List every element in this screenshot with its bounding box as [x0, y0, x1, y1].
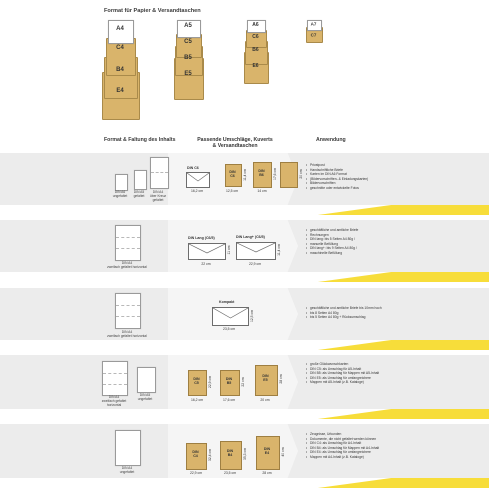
size-label-a6: A6	[252, 22, 259, 28]
row-3-usage-item: • geschäftliche und amtliche Briefe bis 10mm hoch	[306, 306, 382, 310]
row-4-usage-item: • Mappen mit A5-Inhalt (z.B. Kataloge)	[306, 380, 379, 384]
row-2-usage-item: • DIN lang: bis 5 Seiten A4 80g /	[306, 237, 358, 241]
row-2-usage-item: • maschinelle Befüllung	[306, 251, 358, 255]
row-2-mail-din-lang-name: DIN Lang (C6/5)	[188, 236, 215, 240]
row-4-dim-e5-h: 28 cm	[279, 374, 283, 384]
row-1-dim-b6-w: 14 cm	[257, 189, 267, 193]
row-2-mail-din-lang	[188, 243, 226, 260]
size-label-e5: E5	[184, 71, 192, 77]
row-4-usage-list	[306, 362, 379, 385]
row-1-stripe	[0, 205, 489, 215]
row-2-dim-din-lang-plus-w: 22,9 cm	[248, 262, 262, 266]
row-5-paper-a4	[115, 430, 141, 466]
row-1-dim-b6-h: 17,6 cm	[273, 167, 277, 181]
size-label-a5: A5	[184, 23, 192, 29]
row-1-caption-a6: DIN A6 ungefaltet	[112, 190, 128, 198]
row-1-usage-list	[306, 163, 368, 190]
row-2-mail-din-lang-plus	[236, 242, 276, 260]
row-5-dim-e4-w: 28 cm	[262, 471, 272, 475]
row-3-dim-kompakt-w: 23,5 cm	[222, 327, 236, 331]
row-2-usage-item: • DIN lang+: bis 9 Seiten A4 80g /	[306, 246, 358, 250]
row-5-dim-e4-h: 40 cm	[281, 447, 285, 457]
row-4-paper-a5	[137, 367, 156, 393]
row-2-mail-din-lang-plus-name: DIN Lang+ (C6/5)	[236, 235, 265, 239]
row-4-dim-b5-w: 17,6 cm	[222, 398, 236, 402]
row-2-usage-item: • geschäftliche und amtliche Briefe	[306, 228, 358, 232]
row-1-usage-item: • Bildervorschriften	[306, 181, 368, 185]
header-envelopes-line2: & Versandtaschen	[212, 143, 258, 150]
row-2-dim-din-lang-h: 11 cm	[227, 245, 231, 255]
row-5-dim-b4-w: 23,5 cm	[223, 471, 237, 475]
row-1-caption-a4: DIN A4 über Kreuz gefaltet	[149, 190, 167, 202]
size-label-b6: B6	[252, 47, 259, 53]
row-5-envelope-c4-label: DIN C4	[192, 450, 199, 458]
row-5-caption-a4: DIN A4 ungefaltet	[119, 466, 135, 474]
row-3-mail-kompakt	[212, 307, 249, 326]
row-3-usage-list	[306, 306, 382, 320]
paper-a4	[108, 20, 134, 44]
row-5-dim-c4-w: 22,9 cm	[189, 471, 203, 475]
size-label-e6: E6	[252, 63, 259, 69]
row-1-paper-a5	[134, 170, 147, 190]
row-1-usage-item: • geschnitte oder entwickelte Fotos	[306, 186, 368, 190]
row-1-usage-item: • (Bildervorschriften- & Einladungskarten)	[306, 177, 368, 181]
row-1-usage-item: • Privatpost	[306, 163, 368, 167]
row-5-usage-item: • Zeugnisse, Urkunden	[306, 432, 379, 436]
row-1-envelope-b6-label: DIN B6	[258, 169, 265, 177]
row-1-dim-c6-w2: 12,5 cm	[225, 189, 239, 193]
row-4-usage-item: • große Glückwunschkarten	[306, 362, 379, 366]
row-5-envelope-e4-label: DIN E4	[263, 447, 271, 455]
row-4-dim-e5-w: 20 cm	[260, 398, 270, 402]
row-5-usage-item: • Mappen mit A4-Inhalt (z.B. Kataloge)	[306, 455, 379, 459]
size-group-a4	[100, 20, 140, 110]
size-label-c5: C5	[184, 39, 192, 45]
row-2-dim-din-lang-w: 22 cm	[201, 262, 211, 266]
row-4-dim-c5-h: 22,9 cm	[208, 375, 212, 389]
row-1-caption-a5: DIN A5 gefaltet	[133, 190, 145, 198]
row-4-envelope-b5-label: DIN B5	[225, 377, 233, 385]
row-5-usage-item: • Dokumente, die nicht gefaltet werden können	[306, 437, 379, 441]
size-label-c4: C4	[116, 45, 124, 51]
row-1-usage-item: • Karten im DIN A6 Format	[306, 172, 368, 176]
row-1-envelope-c6-label: DIN C6	[229, 170, 236, 178]
row-4-usage-item: • DIN E5: als Umschlag für umfangreichere	[306, 376, 379, 380]
row-5-usage-item: • DIN E4: als Umschlag für umfangreichere	[306, 450, 379, 454]
page-title: Format für Papier & Versandtaschen	[104, 8, 201, 14]
row-2-stripe	[0, 272, 489, 282]
row-3-dim-kompakt-h: 12,5 cm	[250, 309, 254, 323]
row-4-stripe	[0, 409, 489, 419]
row-2-paper-a4	[115, 225, 141, 261]
row-4-usage-item: • DIN C5: als Umschlag für A5-Inhalt	[306, 367, 379, 371]
row-1-mail-c6-name: DIN C6	[187, 166, 199, 170]
size-label-a4: A4	[116, 26, 124, 32]
row-4-dim-b5-h: 22 cm	[241, 377, 245, 387]
size-group-a5	[172, 20, 204, 100]
row-4-envelope-c5-label: DIN C5	[193, 377, 200, 385]
size-group-a6	[242, 20, 270, 82]
row-3-usage-item: • bis 8 Seiten A4 80g	[306, 311, 382, 315]
row-5-stripe	[0, 478, 489, 488]
size-label-c7: C7	[310, 32, 317, 38]
row-3-usage-item: • bis 5 Seiten A4 80g + Rücksumschlag	[306, 315, 382, 319]
row-1-dim-c6-w: 16,2 cm	[190, 189, 204, 193]
header-usage: Anwendung	[316, 137, 346, 143]
size-label-b4: B4	[116, 67, 124, 73]
row-1-envelope-e6	[280, 162, 298, 188]
row-1-paper-a4	[150, 157, 169, 189]
row-2-caption-a4: DIN A4 zweifach gefaltet horizontal	[107, 261, 147, 269]
row-5-dim-b4-h: 35,3 cm	[243, 447, 247, 461]
row-1-mail-c6	[186, 172, 210, 188]
row-5-usage-item: • DIN B4: als Umschlag für Mappen mit A4-Inhalt	[306, 446, 379, 450]
row-1-dim-c6-h: 11,4 cm	[243, 169, 247, 181]
row-3-caption-a4: DIN A4 zweifach gefaltet horizontal	[107, 330, 147, 338]
row-4-dim-c5-w: 16,2 cm	[190, 398, 204, 402]
row-5-usage-list	[306, 432, 379, 459]
row-2-usage-list	[306, 228, 358, 255]
header-envelopes	[197, 137, 273, 149]
size-group-a7	[305, 20, 323, 50]
header-envelopes-line1: Passende Umschläge, Kuverts	[197, 137, 273, 143]
row-4-caption-a5: DIN A5 ungefaltet	[137, 393, 153, 401]
row-5-usage-item: • DIN C4: als Umschlag für A4-Inhalt	[306, 441, 379, 445]
size-label-c6: C6	[252, 34, 259, 40]
size-label-b5: B5	[184, 55, 192, 61]
row-2-dim-din-lang-plus-h: 11,4 cm	[277, 244, 281, 256]
header-format: Format & Faltung des Inhalts	[104, 137, 176, 143]
row-1-usage-item: • Handschriftliche Briefe	[306, 168, 368, 172]
row-3-paper-a4	[115, 293, 141, 329]
size-label-a7: A7	[310, 21, 317, 27]
row-4-paper-a4	[102, 361, 128, 396]
row-4-caption-a4: DIN A4 zweifach gefaltet horizontal	[101, 395, 127, 407]
row-3-mail-kompakt-name: Kompakt	[219, 300, 235, 304]
row-4-envelope-e5-label: DIN E5	[262, 374, 269, 382]
row-2-usage-item: • manuelle Befüllung	[306, 242, 358, 246]
row-5-dim-c4-h: 32,4 cm	[208, 448, 212, 462]
row-2-usage-item: • Rechnungen	[306, 233, 358, 237]
row-4-usage-item: • DIN B5: als Umschlag für Mappen mit A5-Inhalt	[306, 371, 379, 375]
row-1-dim-e6-h: 20 cm	[299, 169, 303, 179]
row-1-paper-a6	[115, 174, 128, 191]
row-5-envelope-b4-label: DIN B4	[226, 449, 234, 457]
row-3-stripe	[0, 340, 489, 350]
size-label-e4: E4	[116, 88, 124, 94]
